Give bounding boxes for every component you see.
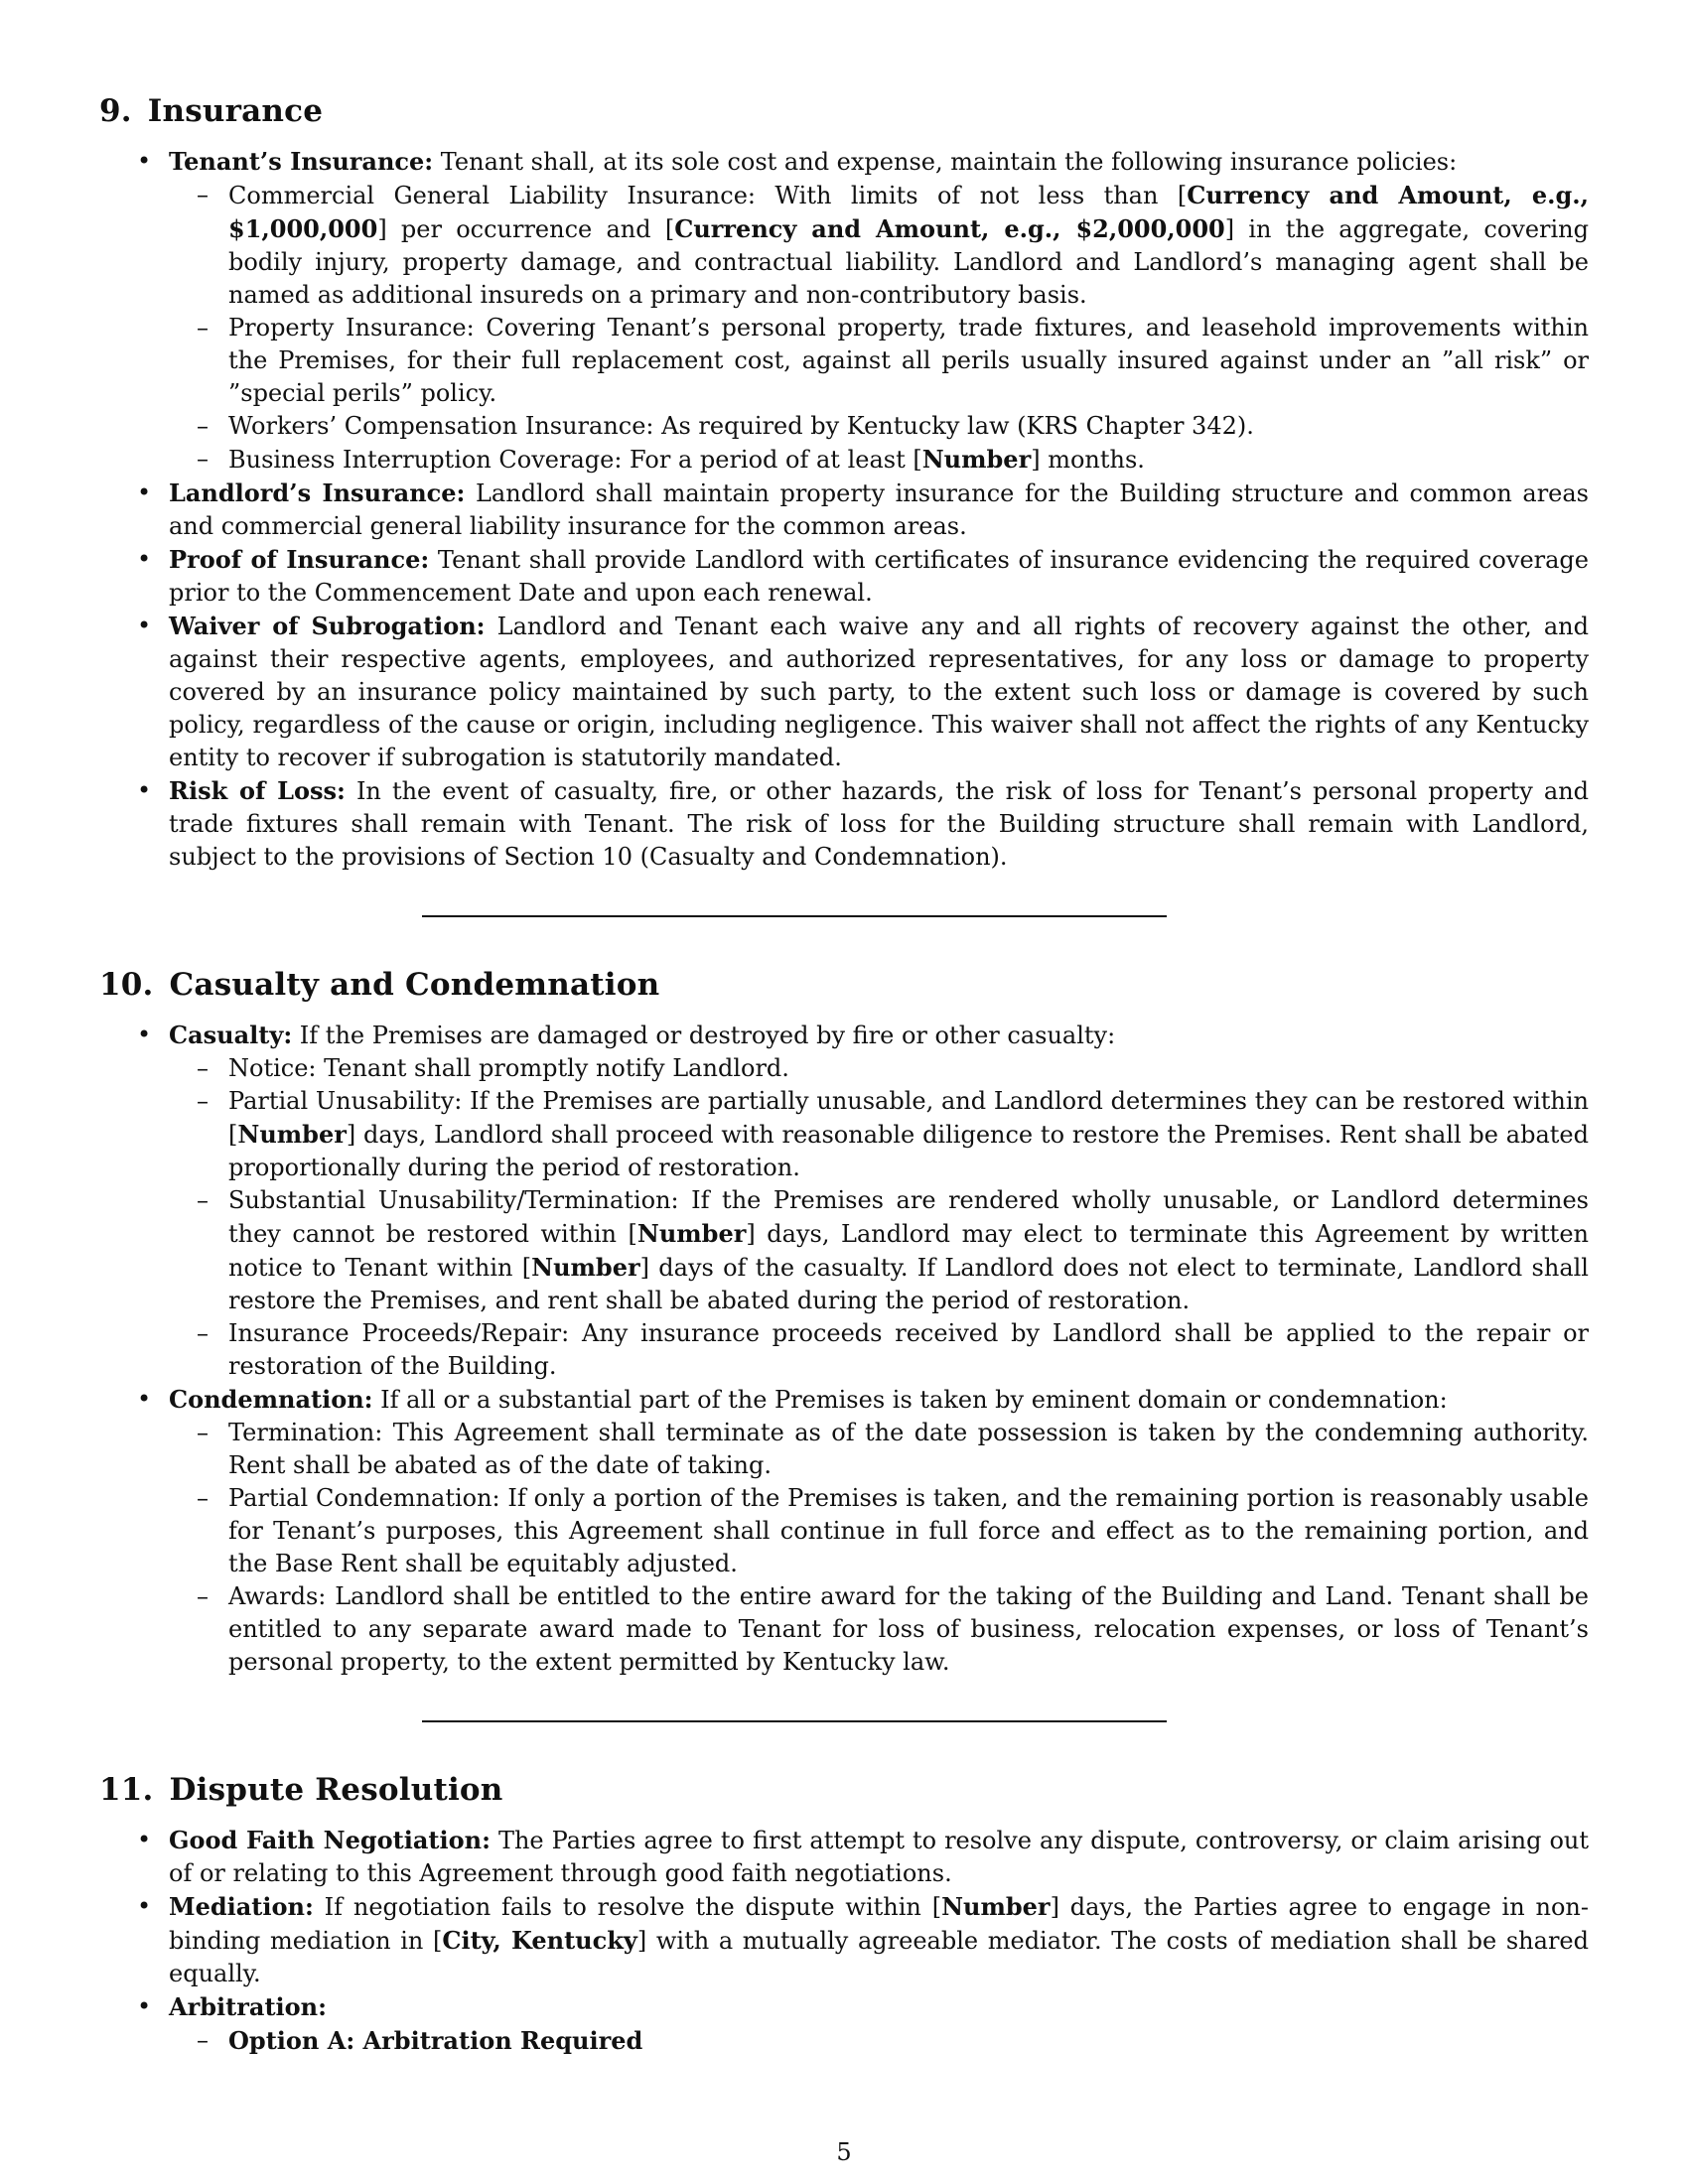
list-item-proof-of-insurance [99,543,1589,610]
section-number: 9. [99,93,132,129]
sub-item-cgl [169,179,1589,312]
section-casualty-condemnation [99,965,1589,1679]
dash-icon: – [197,2026,209,2054]
section-heading [99,1770,1589,1810]
item-label: Condemnation: [169,1385,373,1414]
sub-list [169,179,1589,477]
sub-item-termination [169,1417,1589,1482]
sub-list [169,1417,1589,1679]
section-title: Dispute Resolution [169,1772,503,1808]
section-heading [99,91,1589,131]
dash-icon: – [197,1054,209,1082]
sub-item-option-a [169,2024,1589,2058]
dash-icon: – [197,1484,209,1512]
placeholder-bold: Currency and Amount, e.g., $1,000,000 [228,181,1589,243]
bullet-icon: • [137,1826,152,1853]
section-divider [422,915,1167,917]
item-text: Landlord shall maintain property insurance for the Building structure and common areas and commercial general liability insurance for the common areas. [169,479,1589,540]
item-label: Tenant’s Insurance: [169,147,434,176]
bullet-icon: • [137,1892,152,1920]
sub-item-rich: Workers’ Compensation Insurance: As required by Kentucky law (KRS Chapter 342). [228,412,1254,440]
bullet-list [99,1019,1589,1679]
item-text: Tenant shall provide Landlord with certificates of insurance evidencing the required coverage prior to the Commencement Date and upon each renewal. [169,546,1589,607]
sub-item-partial-condemnation [169,1482,1589,1580]
bullet-icon: • [137,545,152,573]
item-label: Arbitration: [169,1992,327,2021]
bullet-icon: • [137,1385,152,1413]
item-text: If all or a substantial part of the Premises is taken by eminent domain or condemnation: [372,1386,1448,1414]
sub-list [169,2024,1589,2058]
dash-icon: – [197,412,209,440]
sub-item-rich: Insurance Proceeds/Repair: Any insurance proceeds received by Landlord shall be applied to the repair or restoration of the Building. [228,1319,1589,1380]
item-text: In the event of casualty, fire, or other hazards, the risk of loss for Tenant’s personal property and trade fixtures shall remain with Tenant. The risk of loss for the Building structure shall remain with Landlord, subject to the provisions of Section 10 (Casualty and Condemnation). [169,777,1590,871]
section-divider [422,1720,1167,1722]
sub-item-awards [169,1580,1589,1679]
placeholder-bold: Number [636,1219,747,1248]
placeholder-bold: Number [237,1120,347,1149]
item-text: If negotiation fails to resolve the dispute within [Number] days, the Parties agree to engage in non-binding mediation in [City, Kentucky] with a mutually agreeable mediator. The costs of mediation shall be shared equally. [169,1892,1589,1987]
item-text: Tenant shall, at its sole cost and expense, maintain the following insurance policies: [433,148,1458,176]
item-label: Landlord’s Insurance: [169,478,466,507]
dash-icon: – [197,1319,209,1347]
item-label: Waiver of Subrogation: [169,612,486,640]
sub-item-rich: Property Insurance: Covering Tenant’s personal property, trade fixtures, and leasehold improvements within the Premises, for their full replacement cost, against all perils usually insured against under an ”all risk” or ”special perils” policy. [228,314,1589,407]
dash-icon: – [197,181,209,208]
list-item-arbitration [99,1990,1589,2058]
item-text: If the Premises are damaged or destroyed by fire or other casualty: [292,1022,1116,1049]
sub-item-rich: Termination: This Agreement shall terminate as of the date possession is taken by the condemning authority. Rent shall be abated as of the date of taking. [228,1419,1589,1479]
section-heading [99,965,1589,1005]
sub-item-substantial-unusability [169,1184,1589,1317]
list-item-condemnation [99,1383,1589,1679]
placeholder-bold: Number [921,445,1032,474]
bullet-icon: • [137,478,152,506]
dash-icon: – [197,1582,209,1610]
item-label: Proof of Insurance: [169,545,430,574]
item-label: Risk of Loss: [169,776,346,805]
document-content [99,91,1589,2058]
sub-item-partial-unusability [169,1085,1589,1184]
sub-item-rich: Awards: Landlord shall be entitled to the entire award for the taking of the Building and Land. Tenant shall be entitled to any separate award made to Tenant for loss of business, relocation expenses, or loss of Tenant’s personal property, to the extent permitted by Kentucky law. [228,1582,1589,1676]
item-label: Casualty: [169,1021,293,1049]
placeholder-bold: Number [531,1253,640,1282]
section-number: 10. [99,967,154,1003]
list-item-risk-of-loss [99,774,1589,874]
section-number: 11. [99,1772,154,1808]
placeholder-bold: Number [941,1892,1051,1921]
sub-list [169,1052,1589,1383]
placeholder-bold: Currency and Amount, e.g., $2,000,000 [674,214,1225,243]
placeholder-bold: City, Kentucky [442,1926,637,1955]
dash-icon: – [197,1419,209,1446]
bullet-list [99,1824,1589,2058]
bullet-list [99,145,1589,874]
list-item-good-faith-negotiation [99,1824,1589,1890]
list-item-casualty [99,1019,1589,1383]
sub-item-rich: Substantial Unusability/Termination: If the Premises are rendered wholly unusable, or Landlord determines they cannot be restored within [Number] days, Landlord may elect to terminate this Agreement by written notice to Tenant within [Number] days of the casualty. If Landlord does not elect to terminate, Landlord shall restore the Premises, and rent shall be abated during the period of restoration. [228,1186,1589,1314]
sub-item-workers-comp [169,410,1589,443]
bullet-icon: • [137,1992,152,2020]
section-dispute-resolution [99,1770,1589,2058]
page-number: 5 [836,2138,852,2166]
sub-item-business-interruption [169,443,1589,477]
sub-item-property [169,312,1589,410]
dash-icon: – [197,314,209,341]
item-label: Mediation: [169,1892,314,1921]
section-insurance [99,91,1589,874]
list-item-landlords-insurance [99,477,1589,543]
sub-item-rich: Partial Unusability: If the Premises are partially unusable, and Landlord determines they can be restored within [Number] days, Landlord shall proceed with reasonable diligence to restore the Premises. Rent shall be abated proportionally during the period of restoration. [228,1087,1589,1181]
list-item-mediation [99,1890,1589,1990]
bullet-icon: • [137,612,152,639]
sub-item-notice [169,1052,1589,1085]
bullet-icon: • [137,776,152,804]
item-text: Landlord and Tenant each waive any and all rights of recovery against the other, and against their respective agents, employees, and authorized representatives, for any loss or damage to property covered by an insurance policy maintained by such party, to the extent such loss or damage is covered by such policy, regardless of the cause or origin, including negligence. This waiver shall not affect the rights of any Kentucky entity to recover if subrogation is statutorily mandated. [169,613,1589,771]
bullet-icon: • [137,1021,152,1048]
sub-item-rich: Notice: Tenant shall promptly notify Landlord. [228,1054,789,1082]
section-title: Insurance [147,93,324,129]
sub-item-insurance-proceeds [169,1317,1589,1383]
dash-icon: – [197,1186,209,1214]
sub-item-rich: Commercial General Liability Insurance: With limits of not less than [Currency and Amount, e.g., $1,000,000] per occurrence and [Currency and Amount, e.g., $2,000,000] in the aggregate, covering bodily injury, property damage, and contractual liability. Landlord and Landlord’s managing agent shall be named as additional insureds on a primary and non-contributory basis. [228,181,1590,309]
list-item-waiver-of-subrogation [99,610,1589,774]
sub-item-bold: Option A: Arbitration Required [228,2026,643,2055]
item-text: The Parties agree to first attempt to resolve any dispute, controversy, or claim arising out of or relating to this Agreement through good faith negotiations. [169,1827,1589,1887]
sub-item-rich: Partial Condemnation: If only a portion of the Premises is taken, and the remaining portion is reasonably usable for Tenant’s purposes, this Agreement shall continue in full force and effect as to the remaining portion, and the Base Rent shall be equitably adjusted. [228,1484,1589,1577]
sub-item-rich: Business Interruption Coverage: For a period of at least [Number] months. [228,445,1145,474]
bullet-icon: • [137,147,152,175]
list-item-tenants-insurance [99,145,1589,477]
item-label: Good Faith Negotiation: [169,1826,491,1854]
section-title: Casualty and Condemnation [169,967,660,1003]
dash-icon: – [197,445,209,473]
dash-icon: – [197,1087,209,1115]
